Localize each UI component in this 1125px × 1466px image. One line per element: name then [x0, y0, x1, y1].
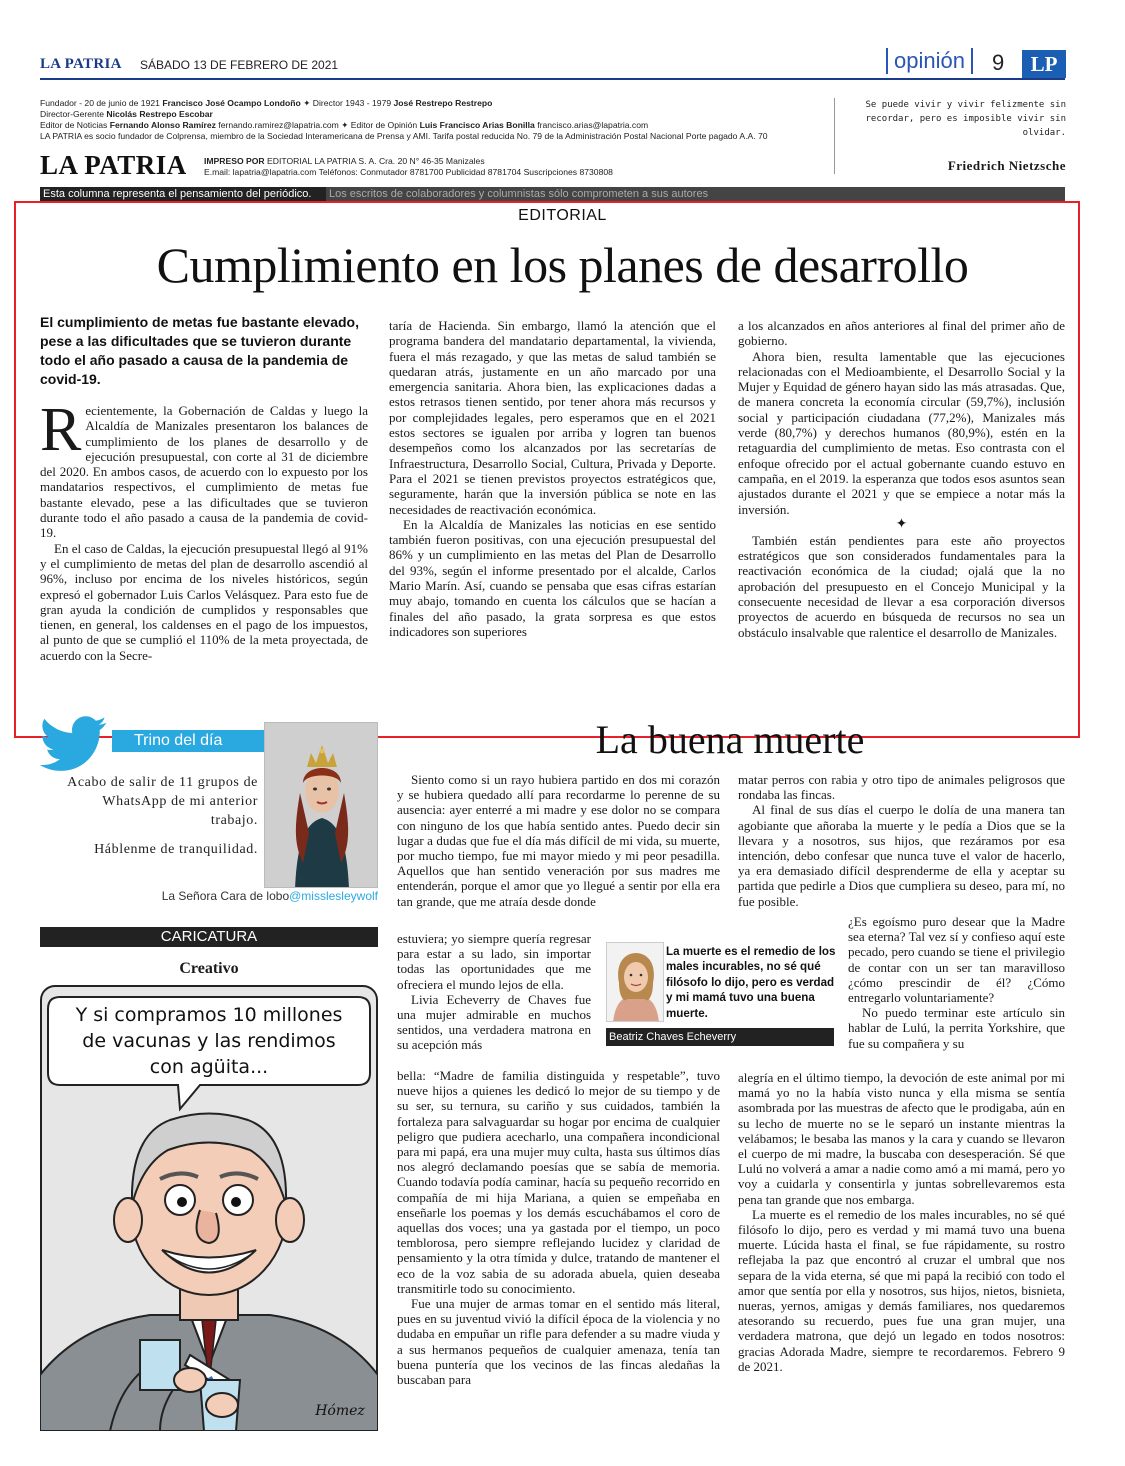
lp-logo-badge: LP [1022, 50, 1066, 78]
caricatura-title: Creativo [179, 960, 239, 977]
speech-line: Y si compramos 10 millones [75, 1004, 343, 1026]
opinion-paragraph: Livia Echeverry de Chaves fue una mujer admirable en muchos sentidos, una verdadera matrona en su acepción más [397, 991, 591, 1053]
opinion-paragraph: Siento como si un rayo hubiera partido en dos mi corazón y se hubiera quedado allí para recordarme lo perenne de su ausencia: ayer enterré a mi madre y ese dolor no se compara con ninguno de los que había sentido antes. Puedo decir sin lugar a dudas que fue el día más difícil de mi vida, su muerte, por mucho tiempo, fue mi mayor miedo y mi peor pesadilla. Aquellos que han sentido veneración por sus madres me entenderán, porque el amor que yo llegué a sentir por ella era tan grande, que me atraía desde donde [397, 772, 720, 909]
newspaper-logo: LA PATRIA [40, 150, 187, 180]
opinion-title: La buena muerte [595, 717, 865, 762]
editorial-column-1 [40, 313, 368, 663]
quote-author: Friedrich Nietzsche [947, 158, 1066, 173]
editorial-column-3 [738, 318, 1065, 640]
editorial-paragraph: En el caso de Caldas, la ejecución presupuestal llegó al 91% y el cumplimiento de metas del plan de desarrollo ascendió al 96%, incluso por encima de los niveles históricos, según expresó el gobernador Luis Carlos Velásquez. Para esto fue de gran ayuda la condición de cumplidos y responsables que tienen, en general, los caldenses en el pago de los impuestos, al punto de que se cumplió el 110% de la meta proyectada, de acuerdo con la Secre- [40, 540, 368, 663]
editorial-paragraph: a los alcanzados en años anteriores al final del primer año de gobierno. [738, 318, 1065, 349]
opinion-paragraph: matar perros con rabia y otro tipo de animales peligrosos que rondaba las fincas. [738, 772, 1065, 803]
pull-quote: La muerte es el remedio de los males incurables, no sé qué filósofo lo dijo, pero es verdad y mi mamá tuvo una buena muerte. [666, 945, 836, 1020]
issue-date: SÁBADO 13 DE FEBRERO DE 2021 [140, 58, 339, 72]
trino-author-photo [264, 722, 378, 888]
top-logo: LA PATRIA [40, 56, 122, 72]
trino-author-handle: @misslesleywolf [289, 889, 378, 903]
editorial-lead: El cumplimiento de metas fue bastante elevado, pese a las dificultades que se tuvieron durante todo el año pasado a causa de la pandemia de covid-19. [40, 314, 359, 387]
notice-bar [40, 187, 1065, 201]
opinion-paragraph: bella: “Madre de familia distinguida y respetable”, tuvo nueve hijos a quienes les dedicó lo mejor de su tiempo y de su ser, su ternura, su cariño y sus cuidados, también la fortaleza para salvaguardar su hogar por encima de cualquier peligro que pudiera acecharlo, una compañera incondicional para mi papá, era una mujer muy culta, hasta sus últimos días nos alegró declamando poesías que se sabía de memoria. Cuando todavía podía caminar, hacía su pequeño recorrido en compañía de mi hija Mariana, a quien se empeñaba en enseñarle los poemas y los demás escuchábamos el coro de aquellas dos voces; una ya gastada por el tiempo, un poco temblorosa, pero siempre reflejando lucidez y claridad de pensamiento y la otra tímida y dulce, tratando de mantener el eco de la voz sabia de su adorada abuela, quien deseaba transmitirle todo su conocimiento. [397, 1068, 720, 1296]
quote-text: Se puede vivir y vivir felizmente sin recordar, pero es imposible vivir sin olvidar. [865, 100, 1066, 138]
opinion-paragraph: Al final de sus días el cuerpo le dolía de una manera tan agobiante que añoraba la muerte y le pedía a Dios que se la llevara y a nosotros, sus hijos, que rezáramos por esa intención, debo confesar que nunca tuve el valor de hacerlo, ya era demasiado difícil desprenderme de ella y aceptar su partida que pedirle a Dios que cumpliera su deseo, para mí, no fue posible. [738, 802, 1065, 909]
editorial-paragraph: taría de Hacienda. Sin embargo, llamó la atención que el programa bandera del mandatario departamental, la vivienda, fuera el más rezagado, y que las metas de salud también se quedaran atrás, justamente en un año marcado por una emergencia sanitaria. Ahora bien, las explicaciones dadas a estos retrasos tienen sentido, por tener ahora más recursos y por complejidades legales, pero esperamos que en el 2021 estos sectores se igualen por arriba y logren tan buenos desempeños como los alcanzados por las secretarías de Infraestructura, Desarrollo Social, Cultura, Privada y Deporte. Para el 2021 se tienen previstos proyectos estratégicos que, seguramente, harán que la inversión pública se note en las necesidades de reactivación económica. [389, 318, 716, 517]
trino-paragraph: Acabo de salir de 11 grupos de WhatsApp de mi anterior trabajo. [67, 775, 258, 828]
trino-paragraph: Háblenme de tranquilidad. [94, 842, 258, 857]
opinion-paragraph: No puedo terminar este artículo sin hablar de Lulú, la perrita Yorkshire, que fue su compañera y su [848, 1005, 1065, 1051]
editorial-paragraph: En la Alcaldía de Manizales las noticias en ese sentido también fueron positivas, con una ejecución presupuestal del 86% y un cumplimiento en las metas del Plan de Desarrollo del 93%, según el informe presentado por el alcalde, Carlos Mario Marín. Así, cuando se pensaba que esas cifras estarían muy abajo, tomando en cuenta los cálculos que se hacían a finales del año pasado, la grata sorpresa es que estos indicadores son superiores [389, 516, 716, 639]
section-label: opinión [886, 48, 973, 74]
trino-text [62, 773, 258, 859]
diamond-separator-icon: ✦ [895, 516, 908, 532]
editorial-paragraph: También están pendientes para este año proyectos estratégicos que son considerados fundamentales para la reactivación económica de la ciudad; ojalá que la no aprobación del presupuesto en el Concejo Municipal y la consecuente necesidad de llevar a esa corporación diversos proyectos de acuerdo en búsqueda de recursos no sea un obstáculo insalvable que ralentice el desarrollo de Manizales. [738, 532, 1065, 640]
editorial-column-2 [389, 318, 716, 639]
columnist-name-bar: Beatriz Chaves Echeverry [606, 1028, 834, 1046]
opinion-paragraph: ¿Es egoísmo puro desear que la Madre sea eterna? Tal vez sí y confieso aquí este pecado, pero cuando se tiene el privilegio de contar con un ser tan maravilloso ¿cómo prescindir de él? ¿Cómo entregarlo voluntariamente? [848, 914, 1065, 1006]
header-rule [40, 78, 1065, 80]
caricature-illustration [40, 985, 378, 1431]
notice-right: Los escritos de colaboradores y columnistas sólo comprometen a sus autores [326, 187, 1065, 201]
opinion-column-2-narrow [848, 914, 1065, 1051]
editorial-label: EDITORIAL [518, 207, 607, 224]
opinion-column-2-top [738, 772, 1065, 909]
opinion-column-1-top [397, 772, 720, 909]
masthead-credits: Fundador - 20 de junio de 1921 Francisco José Ocampo Londoño ✦ Director 1943 - 1979 José Restrepo Restrepo Director-Gerente Nicolás Restrepo Escobar Editor de Noticias Fernando Alonso Ramírez fernando.ramirez@lapatria.com ✦ Editor de Opinión Luis Francisco Arias Bonilla francisco.arias@lapatria.com LA PATRIA es socio fundador de Colprensa, miembro de la Sociedad Interamericana de Prensa y AMI. Tarifa postal reducida No. 79 de la Administración Postal Nacional Porte pagado A.A. 70 [40, 98, 768, 141]
trino-author-name: La Señora Cara de lobo [161, 889, 290, 903]
opinion-paragraph: estuviera; yo siempre quería regresar para estar a su lado, sin importar todas las oportunidades que me ofreciera el mundo lejos de ella. [397, 931, 591, 992]
opinion-paragraph: La muerte es el remedio de los males incurables, no sé qué filósofo lo dijo, pero es verdad y mi mamá tuvo una buena muerte. Lúcida hasta el final, se fue rápidamente, su rostro reflejaba la paz que encontró al cruzar el umbral que nos separa de la vida eterna, sé que mi papá la recibió con todo el amor que sentía por ella y nosotros, sus hijos, nietos, bisnieta, nueras, yernos, amigas y demás familiares, nos quedaremos atesorando su recuerdo, pues fue una gran mujer, una verdadera matrona, que dejó un legado en todos nosotros: gracias Adorada Madre, siempre te recordaremos. Febrero 9 de 2021. [738, 1206, 1065, 1374]
opinion-column-2-bottom [738, 1070, 1065, 1374]
editorial-paragraph: ecientemente, la Gobernación de Caldas y luego la Alcaldía de Manizales presentaron los balances de cumplimiento de los planes de desarrollo y de ejecución presupuestal, con corte al 31 de diciembre del 2020. En ambos casos, de acuerdo con lo expuesto por los mandatarios respectivos, el cumplimiento de metas fue bastante elevado, pese a las dificultades que se tuvieron durante todo el año pasado a causa de la pandemia de covid-19. [40, 403, 368, 541]
trino-del-dia-bar: Trino del día [112, 730, 265, 752]
opinion-paragraph: alegría en el último tiempo, la devoción de este animal por mi mamá yo no la había visto nunca y ella misma se sentía asombrada por las muestras de afecto que le prodigaba, aún en su lecho de muerte no se le separó un instante mientras la velábamos; le besaba las manos y la cara y cuando se llevaron el cuerpo de mi madre, la buscaba con desesperación. Sé que Lulú no volverá a amar a nadie como amó a mi mamá, pero yo voy a cuidarla y consentirla y juntas sobrellevaremos esta pena tan grande que nos embarga. [738, 1070, 1065, 1207]
speech-line: de vacunas y las rendimos [82, 1030, 336, 1052]
opinion-column-1-narrow [397, 931, 591, 1053]
cartoonist-signature: Hómez [315, 1403, 365, 1419]
opinion-column-1-bottom [397, 1068, 720, 1387]
editorial-title: Cumplimiento en los planes de desarrollo [156, 237, 969, 293]
drop-cap: R [40, 396, 82, 464]
opinion-paragraph: Fue una mujer de armas tomar en el sentido más literal, pues en su juventud vivió la difícil época de la violencia y no dudaba en empuñar un rifle para defender a su madre viuda y a sus hermanos pequeños de cualquier amenaza, tenía tan buena puntería que los vecinos de las fincas aledañas la buscaban para [397, 1296, 720, 1388]
quote-box [834, 98, 1066, 174]
columnist-photo [606, 942, 664, 1022]
print-info: IMPRESO POR EDITORIAL LA PATRIA S. A. Cra. 20 N° 46-35 Manizales E.mail: lapatria@lapatria.com Teléfonos: Conmutador 8781700 Publicidad 8781704 Suscripciones 8730808 [204, 156, 613, 177]
notice-left: Esta columna representa el pensamiento del periódico. [40, 187, 322, 201]
trino-author [40, 889, 378, 903]
twitter-bird-icon [40, 716, 108, 772]
editorial-paragraph: Ahora bien, resulta lamentable que las ejecuciones relacionadas con el Medioambiente, el Desarrollo Social y la Mujer y Equidad de género hayan sido las más atrasadas. Que, de manera concreta la economía circular (59,7%), inclusión social y participación ciudadana (77,2%), Manizales más verde (80,7%) y derechos humanos (80,9%), estén en la retaguardia del cumplimiento de metas. Eso contrasta con el enfoque ofrecido por el actual gobernante cuando estuvo en campaña, en el 2019. la esperanza que todos esos asuntos sean ajustados durante el 2021 y que se empiece a notar más la inversión. [738, 348, 1065, 517]
page-number: 9 [992, 50, 1005, 75]
speech-line: con agüita... [149, 1056, 269, 1078]
caricatura-bar: CARICATURA [40, 927, 378, 947]
